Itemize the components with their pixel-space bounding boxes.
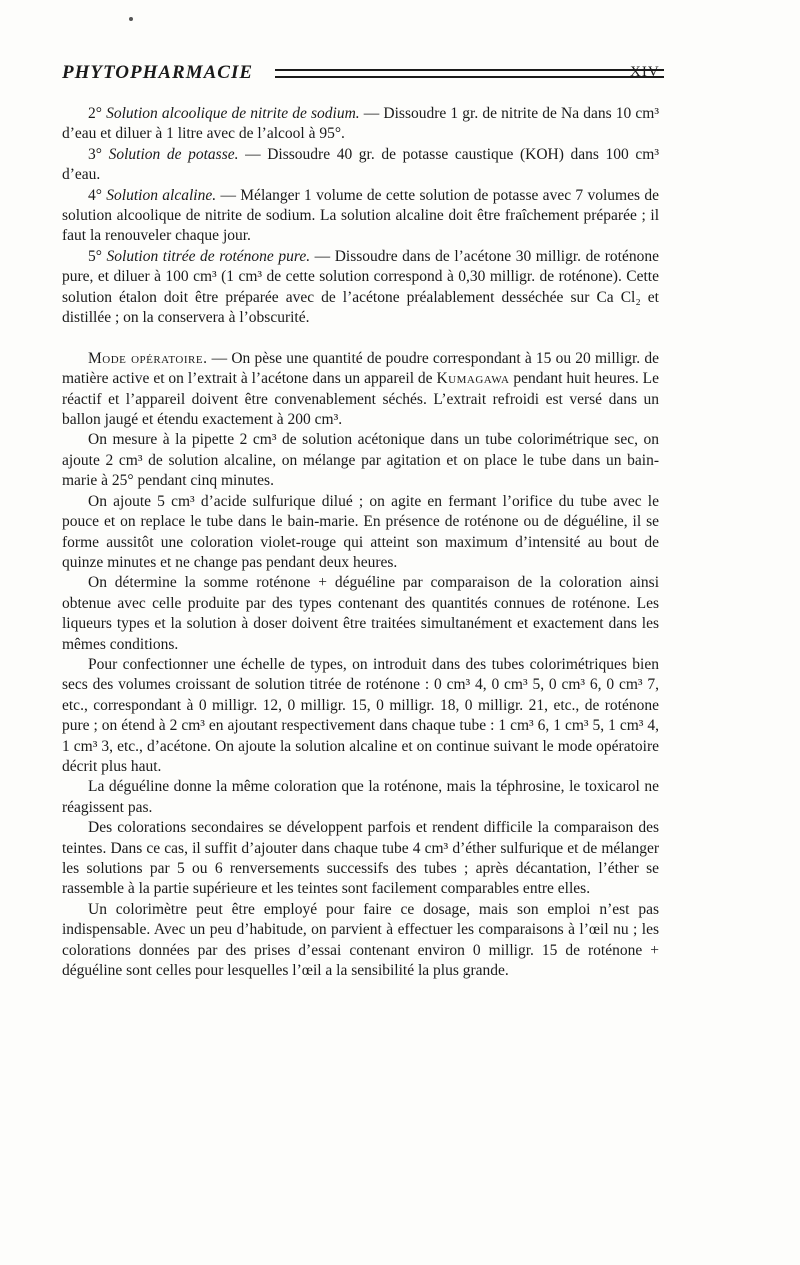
paragraph: On détermine la somme roténone + déguéline par comparaison de la coloration ainsi obtenue avec celle produite par des types contenant des quantités connues de roténone. Les liqueurs types et la solution à doser doivent être traitées simultanément et exactement dans les mêmes conditions. (62, 574, 659, 653)
page-number: XIV (630, 64, 660, 80)
mode-operatoire-paragraph: Mode opératoire. — On pèse une quantité de poudre correspondant à 15 ou 20 milligr. de matière active et on l’extrait à l’acétone dans un appareil de Kumagawa pendant huit heures. Le réactif et l’appareil doivent être convenablement séchés. L’extrait refroidi est versé dans un ballon jaugé et étendu exactement à 200 cm³. (62, 349, 660, 429)
paragraph: On mesure à la pipette 2 cm³ de solution acétonique dans un tube colorimétrique sec, on ajoute 2 cm³ de solution alcaline, on mélange par agitation et on place le tube dans un bain-marie à 25° pendant cinq minutes. (62, 431, 659, 490)
running-header (62, 62, 664, 84)
paragraph: Des colorations secondaires se développent parfois et rendent difficile la comparaison des teintes. Dans ce cas, il suffit d’ajouter dans chaque tube 4 cm³ d’éther sulfurique et de mélanger les solutions par 5 ou 6 renversements successifs des tubes ; après décantation, l’éther se rassemble à la partie supérieure et les teintes sont facilement comparables entre elles. (62, 819, 659, 898)
paragraph: Pour confectionner une échelle de types, on introduit dans des tubes colorimétriques bien secs des volumes croissant de solution titrée de roténone : 0 cm³ 4, 0 cm³ 5, 0 cm³ 6, 0 cm³ 7, etc., correspondant à 0 milligr. 12, 0 milligr. 15, 0 milligr. 18, 0 milligr. 21, etc., de roténone pure ; on étend à 2 cm³ en ajoutant respectivement dans chaque tube : 1 cm³ 6, 1 cm³ 5, 1 cm³ 4, 1 cm³ 3, etc., d’acétone. On ajoute la solution alcaline et on continue suivant le mode opératoire décrit plus haut. (62, 655, 659, 775)
solution-item: 2° Solution alcoolique de nitrite de sodium. — Dissoudre 1 gr. de nitrite de Na dans 10 cm³ d’eau et diluer à 1 litre avec de l’alcool à 95°. (62, 105, 660, 143)
paragraph: On ajoute 5 cm³ d’acide sulfurique dilué ; on agite en fermant l’orifice du tube avec le pouce et on replace le tube dans le bain-marie. En présence de roténone ou de déguéline, il se forme aussitôt une coloration violet-rouge qui atteint son maximum d’intensité au bout de quinze minutes et ne change pas pendant deux heures. (62, 492, 659, 571)
speck (129, 17, 133, 21)
header-title: PHYTOPHARMACIE (62, 62, 254, 83)
solution-item: 4° Solution alcaline. — Mélanger 1 volume de cette solution de potasse avec 7 volumes de solution alcoolique de nitrite de sodium. La solution alcaline doit être fraîchement préparée ; il faut la renouveler chaque jour. (62, 186, 659, 245)
page-body (62, 104, 659, 981)
section-label: Mode opératoire. (88, 349, 208, 367)
paragraph: Un colorimètre peut être employé pour faire ce dosage, mais son emploi n’est pas indispensable. Avec un peu d’habitude, on parvient à effectuer les comparaisons à l’œil nu ; les colorations données par des prises d’essai contenant environ 0 milligr. 15 de roténone + déguéline sont celles pour lesquelles l’œil a la sensibilité la plus grande. (62, 900, 659, 980)
solution-item: 5° Solution titrée de roténone pure. — Dissoudre dans de l’acétone 30 milligr. de roténone pure, et diluer à 100 cm³ (1 cm³ de cette solution correspond à 0,30 milligr. de roténone). Cette solution étalon doit être préparée avec de l’acétone préalablement desséchée sur Ca Cl₂ et distillée ; on la conservera à l’obscurité. (62, 247, 660, 327)
solution-item: 3° Solution de potasse. — Dissoudre 40 gr. de potasse caustique (KOH) dans 100 cm³ d’eau. (62, 145, 659, 184)
paragraph: La déguéline donne la même coloration que la roténone, mais la téphrosine, le toxicarol ne réagissent pas. (62, 778, 659, 816)
header-rule (275, 69, 664, 78)
